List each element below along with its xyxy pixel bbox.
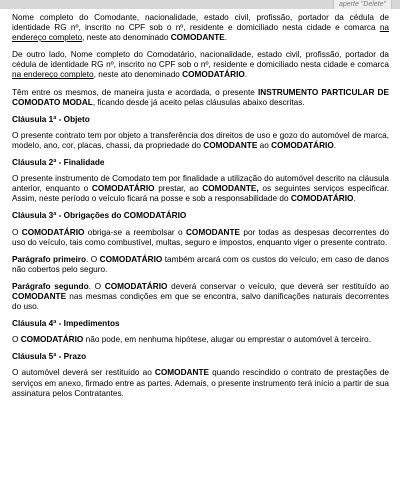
clause-4-heading: Cláusula 4ª - Impedimentos [12, 319, 120, 329]
clause-4-text: O COMODATÁRIO não pode, em nenhuma hipótese, alugar ou emprestar o automóvel à terceiro. [12, 335, 371, 345]
clause-2-text: O presente instrumento de Comodato tem por finalidade a utilização do automóvel descrito na cláusula anterior, enquanto o COMODATÁRIO prestar, ao COMODANTE, os seguintes serviços especificar. Assim, neste período o veículo ficará na posse e sob a responsabilidade do COMODATÁRIO. [12, 174, 389, 204]
paragraph-agreement: Têm entre os mesmos, de maneira justa e acordada, o presente INSTRUMENTO PARTICULAR DE COMODATO MODAL, ficando desde já aceito pelas cláusulas abaixo descritas. [12, 87, 389, 107]
clause-3-paragraph-2: Parágrafo segundo. O COMODATÁRIO deverá conservar o veículo, que deverá ser restituído ao COMODANTE nas mesmas condições em que se encontra, salvo danificações naturais decorrentes do uso. [12, 281, 389, 312]
paragraph-comodante-identification: Nome completo do Comodante, nacionalidade, estado civil, profissão, portador da cédula de identidade RG nº, inscrito no CPF sob o nº, residente e domiciliado nesta cidade e comarca na endereço completo, neste ato denominado COMODANTE. [12, 13, 389, 43]
address-link[interactable]: na endereço completo [12, 70, 94, 80]
top-toolbar [0, 0, 400, 9]
clause-3-text: O COMODATÁRIO obriga-se a reembolsar o COMODANTE por todas as despesas decorrentes do uso do veículo, tais como combustível, multas, seguro e impostos, enquanto viger o presente contrato. [12, 227, 389, 247]
address-link[interactable]: na endereço completo [12, 23, 389, 43]
clause-3-heading: Cláusula 3ª - Obrigações do COMODATÁRIO [12, 211, 187, 221]
clause-1-heading: Cláusula 1ª - Objeto [12, 114, 90, 124]
clause-5-heading: Cláusula 5ª - Prazo [12, 352, 87, 362]
paragraph-comodatario-identification: De outro lado, Nome completo do Comodatário, nacionalidade, estado civil, profissão, portador da cédula de identidade RG nº, inscrito no CPF sob o nº, residente e domiciliado nesta cidade e comarca na endereço completo, neste ato denominado COMODATÁRIO. [12, 50, 389, 80]
contract-document [12, 13, 389, 406]
clause-1-text: O presente contrato tem por objeto a transferência dos direitos de uso e gozo do automóvel de marca, modelo, ano, cor, placas, chassi, da propriedade do COMODANTE ao COMODATÁRIO. [12, 130, 389, 150]
delete-hint-tooltip: aperte "Delete" [333, 0, 392, 9]
clause-2-heading: Cláusula 2ª - Finalidade [12, 158, 105, 168]
clause-3-paragraph-1: Parágrafo primeiro. O COMODATÁRIO também arcará com os custos do veículo, em caso de danos não cobertos pelo seguro. [12, 254, 389, 274]
clause-5-text: O automóvel deverá ser restituído ao COMODANTE quando rescindido o contrato de prestações de serviços em anexo, firmado entre as partes. Ademais, o presente instrumento terá início a partir de sua assinatura pelos Contratantes. [12, 368, 389, 398]
